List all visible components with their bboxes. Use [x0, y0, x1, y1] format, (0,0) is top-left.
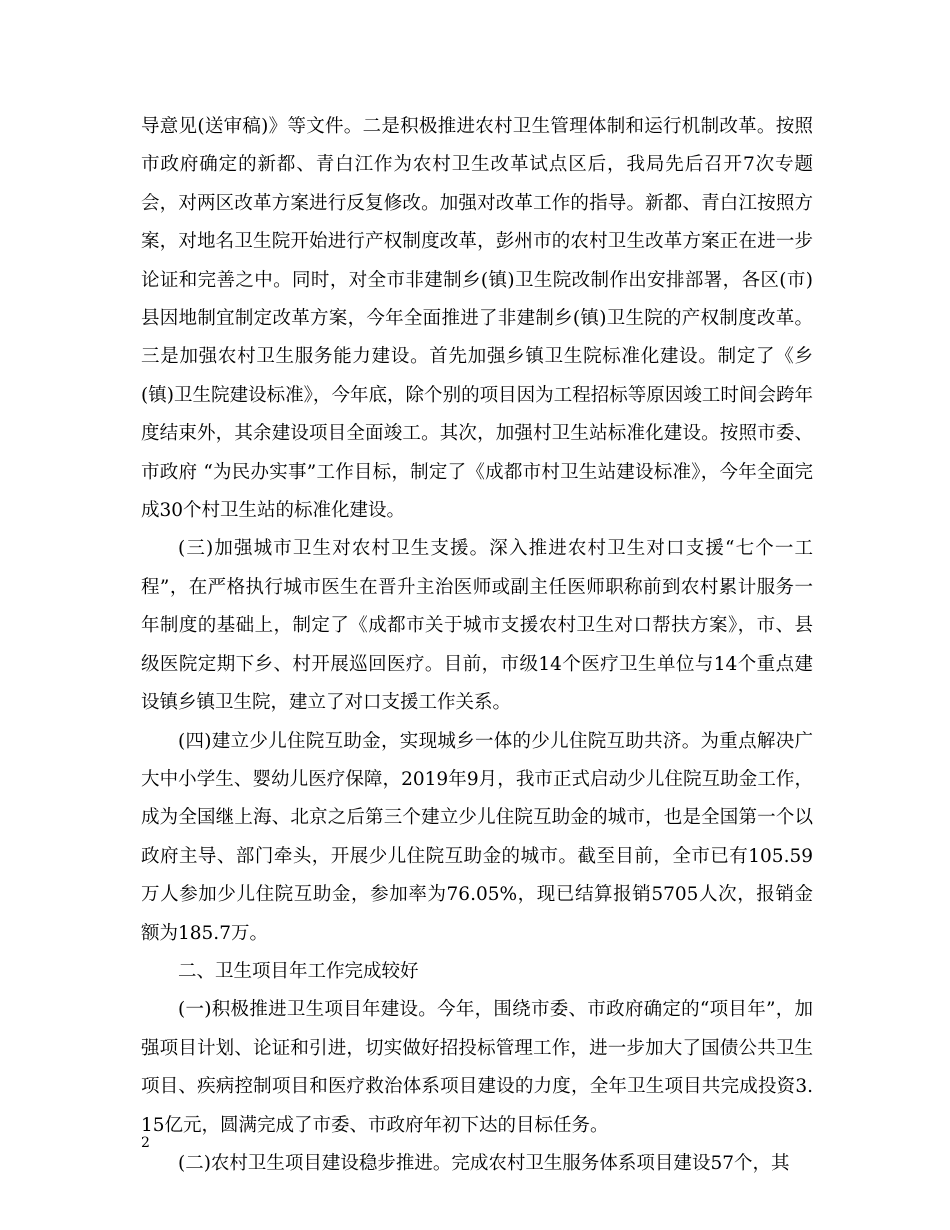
page-number: 2 [141, 1135, 150, 1151]
paragraph-child-insurance: (四)建立少儿住院互助金，实现城乡一体的少儿住院互助共济。为重点解决广大中小学生、婴幼儿医疗保障，2019年9月，我市正式启动少儿住院互助金工作，成为全国继上海、北京之后第三个建立少儿住院互助金的城市，也是全国第一个以政府主导、部门牵头，开展少儿住院互助金的城市。截至目前，全市已有105.59万人参加少儿住院互助金，参加率为76.05%，现已结算报销5705人次，报销金额为185.7万。 [141, 730, 813, 944]
paragraph-rural-reform: 导意见(送审稿)》等文件。二是积极推进农村卫生管理体制和运行机制改革。按照市政府确定的新都、青白江作为农村卫生改革试点区后，我局先后召开7次专题会，对两区改革方案进行反复修改。加强对改革工作的指导。新都、青白江按照方案，对地名卫生院开始进行产权制度改革，彭州市的农村卫生改革方案正在进一步论证和完善之中。同时，对全市非建制乡(镇)卫生院改制作出安排部署，各区(市)县因地制宜制定改革方案，今年全面推进了非建制乡(镇)卫生院的产权制度改革。三是加强农村卫生服务能力建设。首先加强乡镇卫生院标准化建设。制定了《乡(镇)卫生院建设标准》，今年底，除个别的项目因为工程招标等原因竣工时间会跨年度结束外，其余建设项目全面竣工。其次，加强村卫生站标准化建设。按照市委、市政府 “为民办实事”工作目标，制定了《成都市村卫生站建设标准》，今年全面完成30个村卫生站的标准化建设。 [141, 116, 813, 522]
section-heading-projects: 二、卫生项目年工作完成较好 [178, 960, 419, 982]
paragraph-project-year: (一)积极推进卫生项目年建设。今年，围绕市委、市政府确定的“项目年”，加强项目计划、论证和引进，切实做好招投标管理工作，进一步加大了国债公共卫生项目、疾病控制项目和医疗救治体系项目建设的力度，全年卫生项目共完成投资3.15亿元，圆满完成了市委、市政府年初下达的目标任务。 [141, 999, 813, 1136]
body-text [141, 108, 813, 1183]
paragraph-rural-projects: (二)农村卫生项目建设稳步推进。完成农村卫生服务体系项目建设57个，其 [178, 1152, 790, 1174]
paragraph-urban-support: (三)加强城市卫生对农村卫生支援。深入推进农村卫生对口支援“七个一工程”，在严格执行城市医生在晋升主治医师或副主任医师职称前到农村累计服务一年制度的基础上，制定了《成都市关于城市支援农村卫生对口帮扶方案》，市、县级医院定期下乡、村开展巡回医疗。目前，市级14个医疗卫生单位与14个重点建设镇乡镇卫生院，建立了对口支援工作关系。 [141, 538, 813, 714]
